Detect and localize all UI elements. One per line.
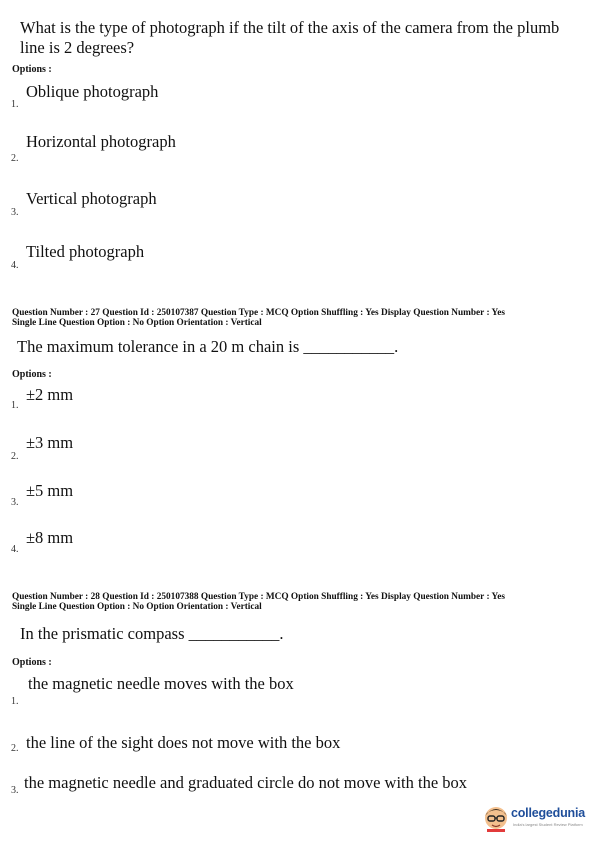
q28-option-3-number: 3. bbox=[11, 785, 19, 796]
q26-option-4-text[interactable]: Tilted photograph bbox=[26, 242, 145, 261]
q26-option-4-number: 4. bbox=[11, 260, 19, 271]
brand-name: collegedunia bbox=[511, 806, 586, 820]
question-28-meta-line-1: Question Number : 28 Question Id : 250107388 Question Type : MCQ Option Shuffling : Yes Display Question Number : Yes bbox=[12, 592, 505, 602]
q28-option-1-text[interactable]: the magnetic needle moves with the box bbox=[28, 674, 294, 693]
q26-option-2-text[interactable]: Horizontal photograph bbox=[26, 132, 176, 151]
question-27-meta-line-1: Question Number : 27 Question Id : 250107387 Question Type : MCQ Option Shuffling : Yes Display Question Number : Yes bbox=[12, 308, 505, 318]
q27-option-4-number: 4. bbox=[11, 544, 19, 555]
q28-option-3-text[interactable]: the magnetic needle and graduated circle do not move with the box bbox=[24, 773, 468, 792]
q26-option-1-text[interactable]: Oblique photograph bbox=[26, 82, 159, 101]
q27-option-3-number: 3. bbox=[11, 497, 19, 508]
brand-tagline: India's largest Student Review Platform bbox=[513, 822, 583, 827]
q27-option-2-text[interactable]: ±3 mm bbox=[26, 433, 74, 452]
question-26-text: What is the type of photograph if the tilt of the axis of the camera from the plumb line is 2 degrees? bbox=[20, 18, 560, 57]
question-28-text: In the prismatic compass ___________. bbox=[20, 624, 284, 643]
question-26-options-label: Options : bbox=[12, 64, 52, 75]
question-28-options-label: Options : bbox=[12, 657, 52, 668]
q27-option-3-text[interactable]: ±5 mm bbox=[26, 481, 74, 500]
q27-option-2-number: 2. bbox=[11, 451, 19, 462]
q27-option-1-number: 1. bbox=[11, 400, 19, 411]
question-27-options-label: Options : bbox=[12, 369, 52, 380]
question-27-text: The maximum tolerance in a 20 m chain is ___________. bbox=[17, 337, 399, 356]
q27-option-1-text[interactable]: ±2 mm bbox=[26, 385, 74, 404]
q28-option-2-text[interactable]: the line of the sight does not move with the box bbox=[26, 733, 341, 752]
question-27-meta-line-2: Single Line Question Option : No Option Orientation : Vertical bbox=[12, 318, 262, 328]
q27-option-4-text[interactable]: ±8 mm bbox=[26, 528, 74, 547]
q26-option-3-number: 3. bbox=[11, 207, 19, 218]
mascot-icon bbox=[483, 804, 509, 832]
q26-option-1-number: 1. bbox=[11, 99, 19, 110]
question-28-meta-line-2: Single Line Question Option : No Option Orientation : Vertical bbox=[12, 602, 262, 612]
q28-option-1-number: 1. bbox=[11, 696, 19, 707]
collegedunia-logo bbox=[483, 804, 591, 834]
q28-option-2-number: 2. bbox=[11, 743, 19, 754]
q26-option-2-number: 2. bbox=[11, 153, 19, 164]
q26-option-3-text[interactable]: Vertical photograph bbox=[26, 189, 157, 208]
